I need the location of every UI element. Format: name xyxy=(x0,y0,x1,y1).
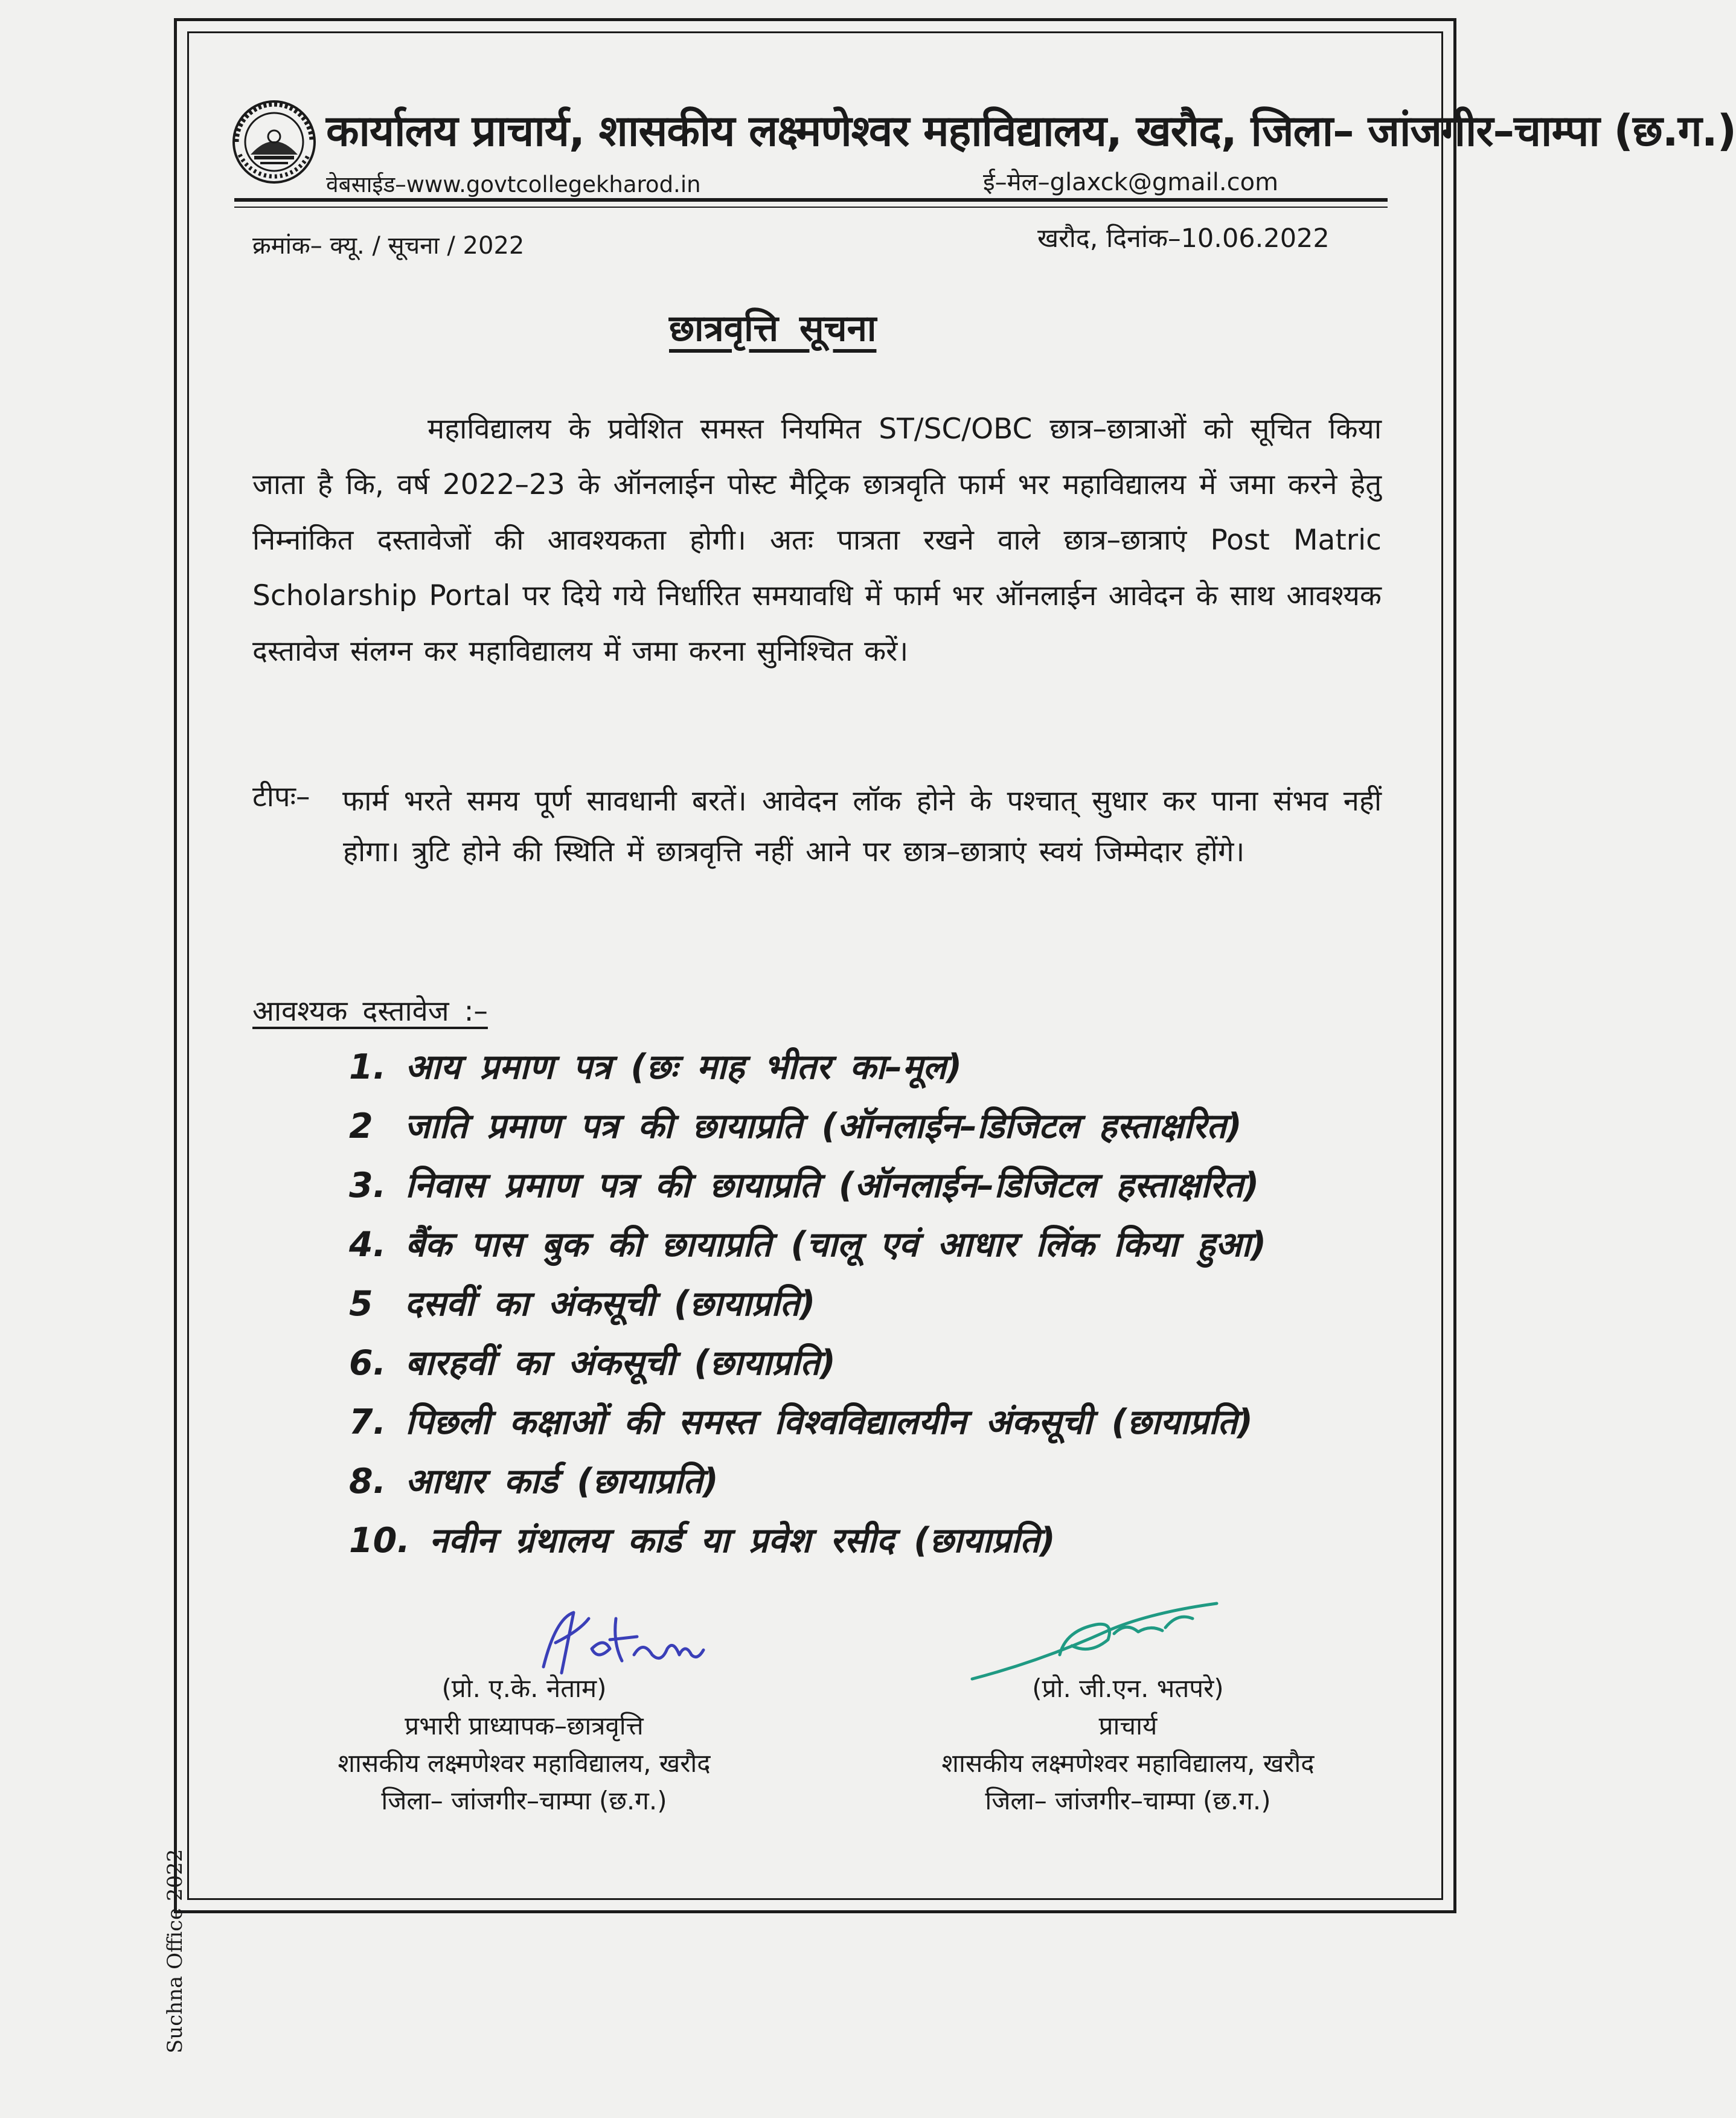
document-text: बैंक पास बुक की छायाप्रति (चालू एवं आधार लिंक किया हुआ) xyxy=(405,1225,1267,1265)
signatory-right-designation: प्राचार्य xyxy=(1098,1711,1158,1741)
document-text: आधार कार्ड (छायाप्रति) xyxy=(405,1462,719,1501)
signatory-left xyxy=(252,1670,796,1820)
college-seal-icon xyxy=(231,99,317,185)
reference-number: क्रमांक– क्यू. / सूचना / 2022 xyxy=(252,232,525,260)
documents-list xyxy=(349,1042,1266,1574)
document-item xyxy=(349,1101,1266,1160)
document-text: निवास प्रमाण पत्र की छायाप्रति (ऑनलाईन–डिजिटल हस्ताक्षरित) xyxy=(405,1166,1260,1205)
signatory-right-name: (प्रो. जी.एन. भतपरे) xyxy=(1032,1674,1224,1703)
document-item xyxy=(349,1042,1266,1101)
document-item xyxy=(349,1160,1266,1219)
document-item xyxy=(349,1515,1266,1574)
document-text: जाति प्रमाण पत्र की छायाप्रति (ऑनलाईन–डिजिटल हस्ताक्षरित) xyxy=(404,1106,1242,1146)
document-text: आय प्रमाण पत्र (छः माह भीतर का–मूल) xyxy=(405,1047,962,1087)
tip-text: फार्म भरते समय पूर्ण सावधानी बरतें। आवेदन लॉक होने के पश्चात् सुधार कर पाना संभव नहीं होगा। त्रुटि होने की स्थिति में छात्रवृत्ति नहीं आने पर छात्र–छात्राएं स्वयं जिम्मेदार होंगे। xyxy=(342,785,1382,868)
document-number: 6. xyxy=(349,1343,386,1383)
signature-left xyxy=(531,1606,713,1679)
document-number: 3. xyxy=(349,1166,386,1205)
document-number: 2 xyxy=(349,1106,373,1146)
document-item xyxy=(349,1219,1266,1279)
document-text: दसवीं का अंकसूची (छायाप्रति) xyxy=(404,1284,816,1324)
document-item xyxy=(349,1397,1266,1456)
header-website: वेबसाईड–www.govtcollegekharod.in xyxy=(326,172,701,197)
document-number: 5 xyxy=(349,1284,373,1324)
document-number: 4. xyxy=(349,1225,386,1265)
signatory-right-institution: शासकीय लक्ष्मणेश्वर महाविद्यालय, खरौद xyxy=(941,1748,1315,1778)
document-number: 8. xyxy=(349,1462,386,1501)
office-header-title: कार्यालय प्राचार्य, शासकीय लक्ष्मणेश्वर महाविद्यालय, खरौद, जिला– जांजगीर–चाम्पा (छ.ग.) xyxy=(326,106,1736,156)
document-number: 1. xyxy=(349,1047,386,1087)
tip-label: टीपः– xyxy=(252,780,310,814)
document-number: 7. xyxy=(349,1402,386,1442)
header-divider-thick xyxy=(234,198,1388,202)
body-paragraph: महाविद्यालय के प्रवेशित समस्त नियमित ST/SC/OBC छात्र–छात्राओं को सूचित किया जाता है कि, वर्ष 2022–23 के ऑनलाईन पोस्ट मैट्रिक छात्रवृति फार्म भर महाविद्यालय में जमा करने हेतु निम्नांकित दस्तावेजों की आवश्यकता होगी। अतः पात्रता रखने वाले छात्र–छात्राएं Post Matric Scholarship Portal पर दिये गये निर्धारित समयावधि में फार्म भर ऑनलाईन आवेदन के साथ आवश्यक दस्तावेज संलग्न कर महाविद्यालय में जमा करना सुनिश्चित करें। xyxy=(252,412,1382,668)
side-note: Suchna Office 2022 xyxy=(163,1849,187,2053)
reference-date: खरौद, दिनांक–10.06.2022 xyxy=(1037,223,1330,254)
signatory-left-institution: शासकीय लक्ष्मणेश्वर महाविद्यालय, खरौद xyxy=(338,1748,711,1778)
signatory-right xyxy=(856,1670,1400,1820)
document-text: बारहवीं का अंकसूची (छायाप्रति) xyxy=(405,1343,836,1383)
document-item xyxy=(349,1279,1266,1338)
signatory-right-district: जिला– जांजगीर–चाम्पा (छ.ग.) xyxy=(985,1786,1271,1815)
signatory-left-name: (प्रो. ए.के. नेताम) xyxy=(441,1674,607,1703)
document-item xyxy=(349,1456,1266,1515)
document-item xyxy=(349,1338,1266,1397)
header-divider-thin xyxy=(234,207,1388,208)
signatory-left-designation: प्रभारी प्राध्यापक–छात्रवृत्ति xyxy=(405,1711,644,1741)
signatory-left-district: जिला– जांजगीर–चाम्पा (छ.ग.) xyxy=(381,1786,667,1815)
header-email: ई–मेल–glaxck@gmail.com xyxy=(983,168,1279,196)
document-number: 10. xyxy=(349,1521,410,1561)
documents-heading: आवश्यक दस्तावेज :– xyxy=(252,995,488,1028)
notice-title: छात्रवृत्ति सूचना xyxy=(669,307,877,350)
document-text: नवीन ग्रंथालय कार्ड या प्रवेश रसीद (छायाप्रति) xyxy=(429,1521,1055,1561)
document-text: पिछली कक्षाओं की समस्त विश्वविद्यालयीन अंकसूची (छायाप्रति) xyxy=(405,1402,1253,1442)
